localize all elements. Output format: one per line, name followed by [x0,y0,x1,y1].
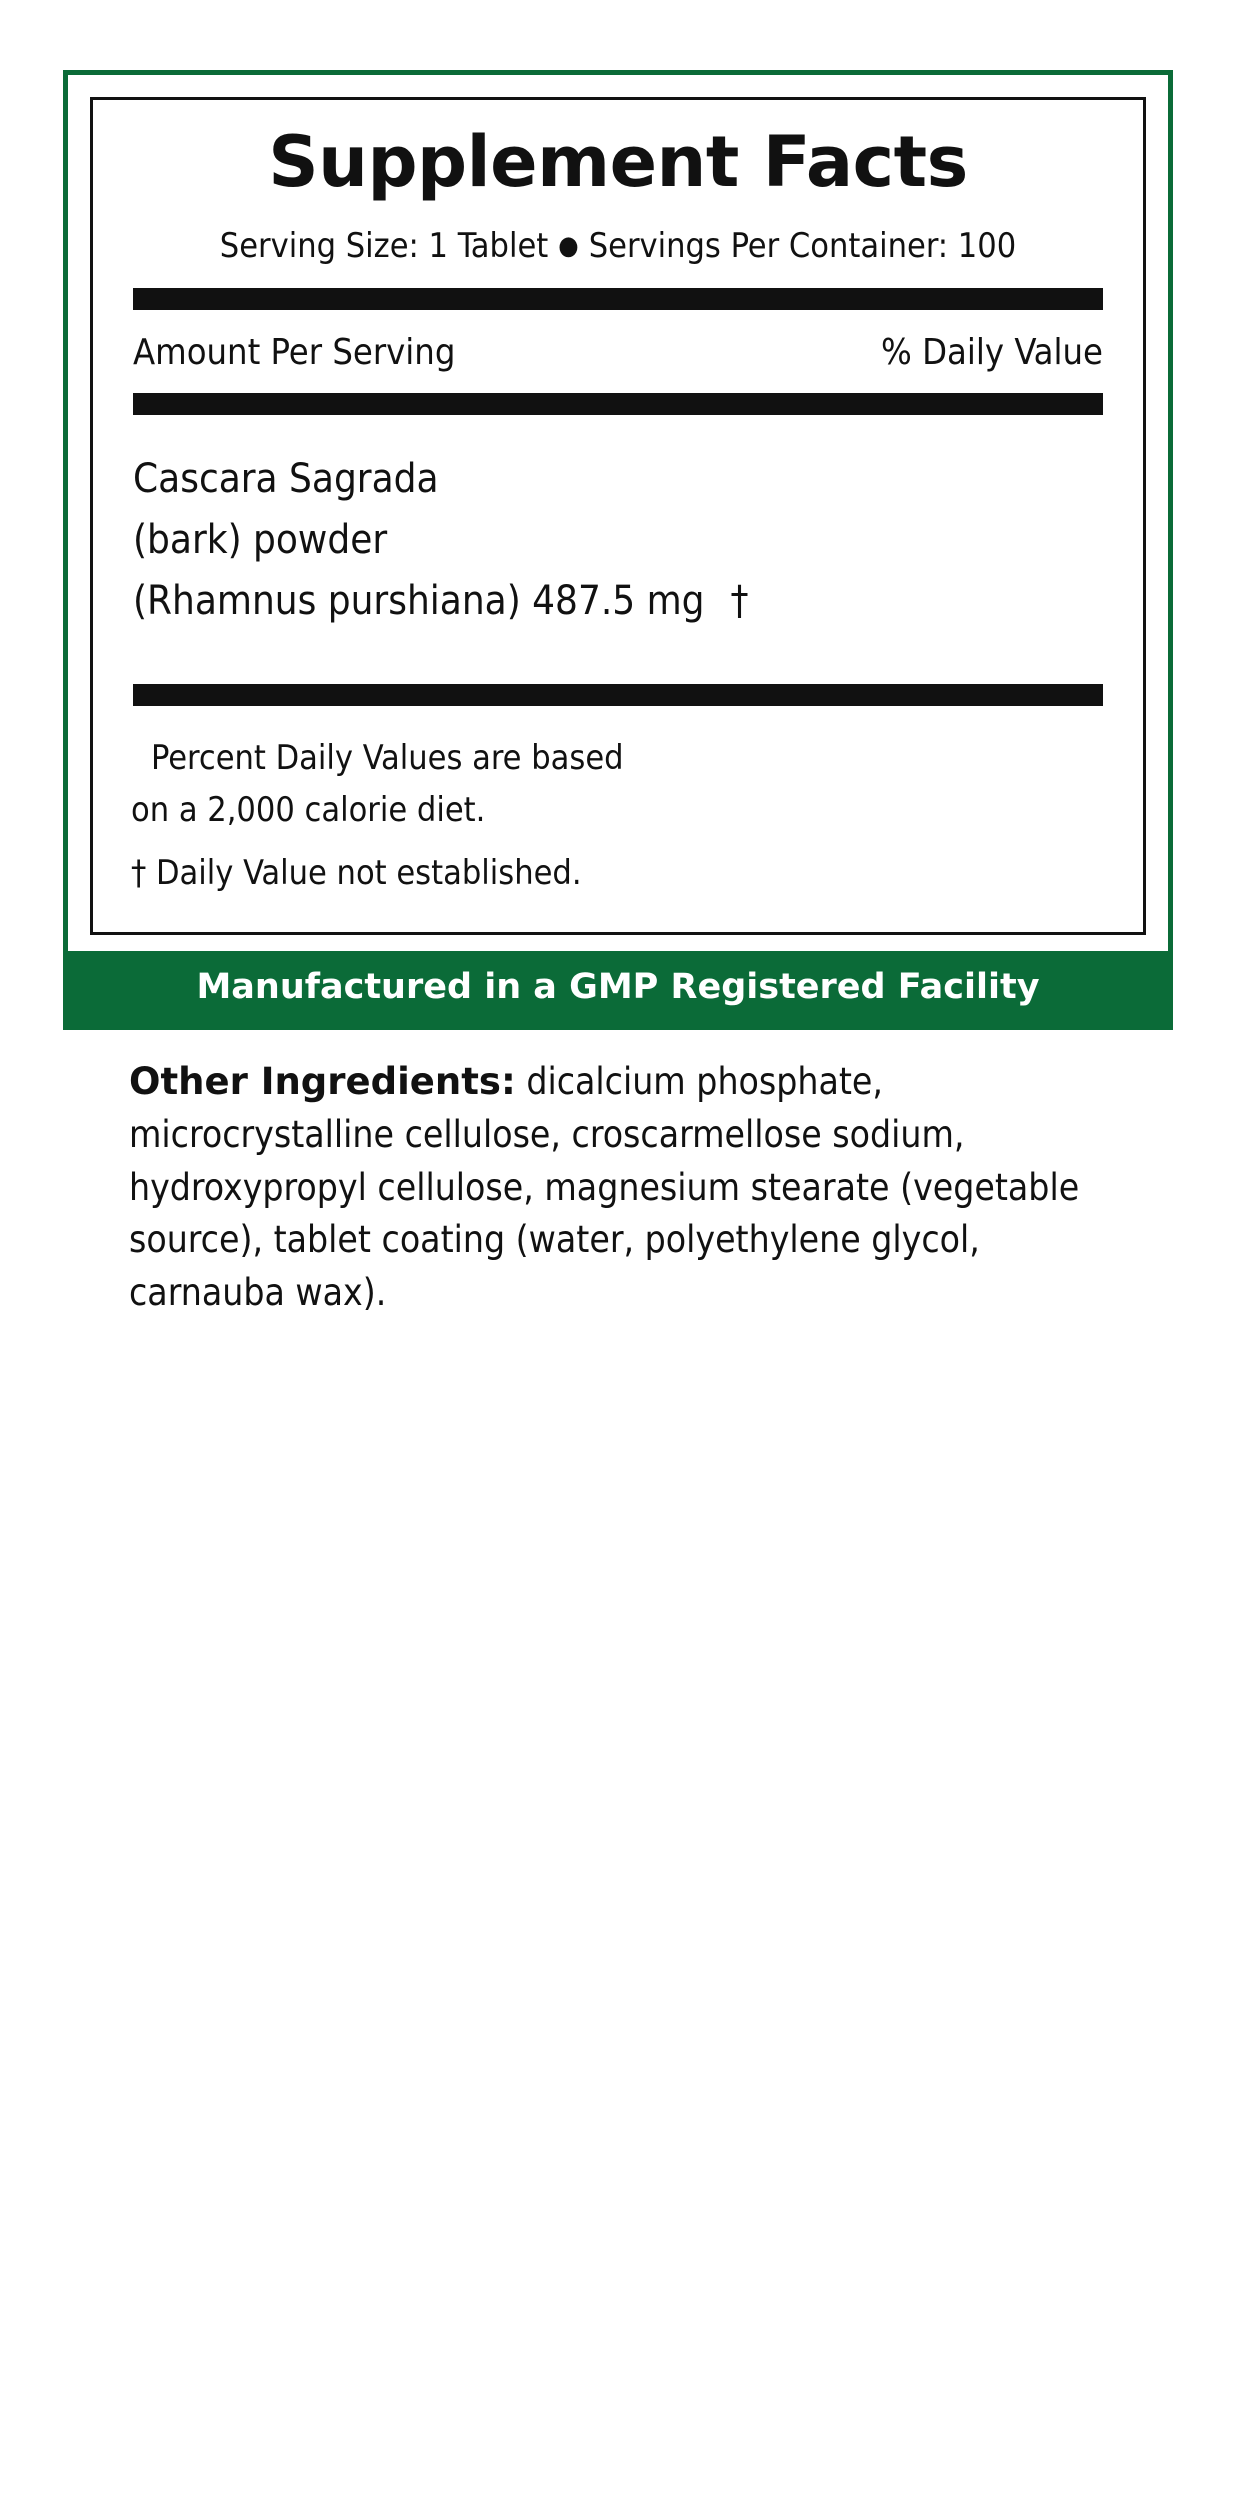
separator-dot-icon: ● [558,231,579,262]
other-ingredients [129,1056,1139,1321]
other-ingredients-text: dicalcium phosphate, microcrystalline cellulose, croscarmellose sodium, hydroxypropyl cellulose, magnesium stearate (vegetable source), tablet coating (water, polyethylene glycol, carnauba wax). [129,1059,1080,1315]
footnote-spacer [131,837,1105,847]
divider-rule-bottom [133,684,1103,706]
ingredient-name-line-1: Cascara Sagrada [133,456,439,503]
divider-rule-top [133,288,1103,310]
footnote-dv-line-1: Percent Daily Values are based [151,737,624,778]
footnotes [127,706,1109,906]
column-headers [127,310,1109,373]
daily-value-header: % Daily Value [881,332,1103,374]
ingredient-latin-and-amount: (Rhamnus purshiana) 487.5 mg [133,577,705,624]
footnote-dv-line-2: on a 2,000 calorie diet. [131,790,486,831]
other-ingredients-label: Other Ingredients: [129,1059,516,1103]
supplement-label [63,70,1173,1320]
ingredient-row [127,415,1109,631]
divider-rule-middle [133,393,1103,415]
supplement-facts-box [90,97,1146,935]
ingredient-amount-line [133,571,1103,632]
facts-panel-frame [63,70,1173,1030]
ingredient-name-line-2: (bark) powder [133,517,388,564]
amount-per-serving-header: Amount Per Serving [133,332,456,374]
footnote-dagger: † Daily Value not established. [131,853,582,894]
page-title: Supplement Facts [268,121,968,203]
serving-size-label: Serving Size: 1 Tablet [219,225,549,266]
gmp-banner: Manufactured in a GMP Registered Facility [68,951,1168,1025]
ingredient-daily-value: † [730,577,749,624]
servings-per-container-label: Servings Per Container: 100 [588,225,1017,266]
serving-info [127,226,1109,267]
